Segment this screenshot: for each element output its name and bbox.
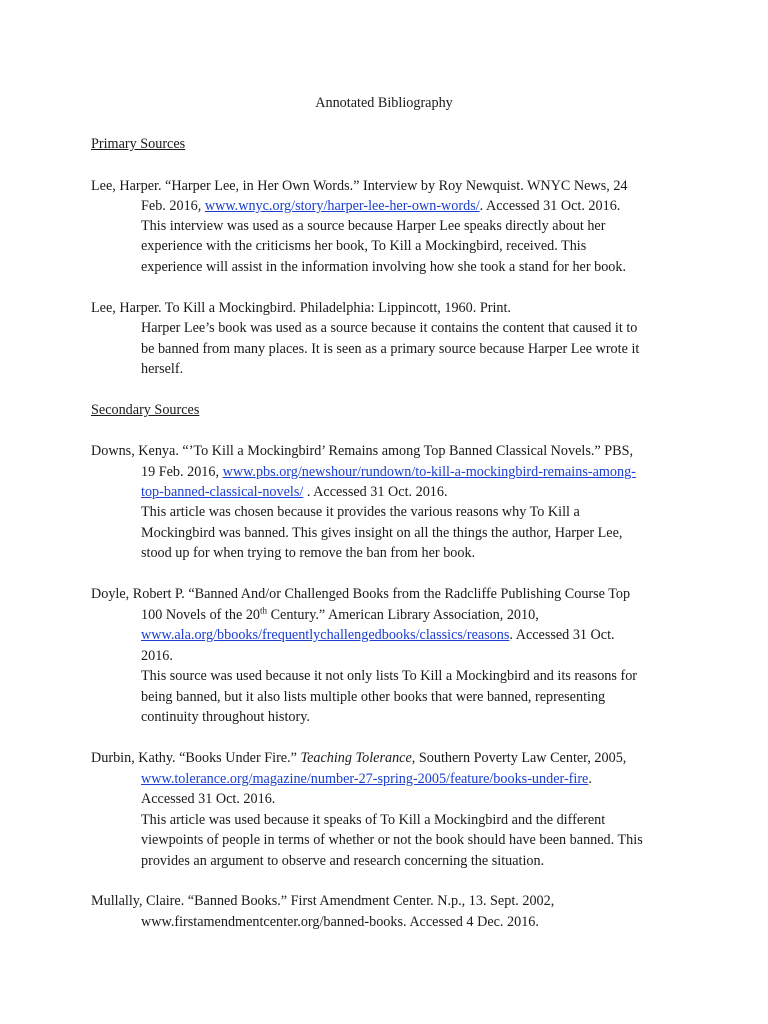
annotation-line: Harper Lee’s book was used as a source because it contains the content that caused it to	[141, 320, 638, 336]
source-link[interactable]: www.wnyc.org/story/harper-lee-her-own-words/	[204, 198, 480, 214]
citation-line: Lee, Harper. To Kill a Mockingbird. Philadelphia: Lippincott, 1960. Print.	[91, 300, 511, 316]
annotation-line: continuity throughout history.	[141, 709, 310, 725]
primary-sources-heading: Primary Sources	[91, 136, 186, 152]
citation-line: top-banned-classical-novels/ . Accessed 31 Oct. 2016.	[141, 484, 448, 500]
citation-line: Feb. 2016, www.wnyc.org/story/harper-lee-her-own-words/. Accessed 31 Oct. 2016.	[141, 198, 621, 214]
annotation-line: herself.	[141, 361, 184, 377]
secondary-sources-heading: Secondary Sources	[91, 402, 200, 418]
publication-title: Teaching Tolerance	[300, 750, 412, 766]
citation-line: 100 Novels of the 20th Century.” American Library Association, 2010,	[141, 605, 539, 623]
citation-line: 19 Feb. 2016, www.pbs.org/newshour/rundown/to-kill-a-mockingbird-remains-among-	[141, 464, 636, 480]
annotation-line: be banned from many places. It is seen as a primary source because Harper Lee wrote it	[141, 341, 640, 357]
annotation-line: This article was used because it speaks of To Kill a Mockingbird and the different	[141, 812, 606, 828]
annotation-line: stood up for when trying to remove the ban from her book.	[141, 545, 476, 561]
annotation-line: experience will assist in the information involving how she took a stand for her book.	[141, 259, 627, 275]
citation-line: Doyle, Robert P. “Banned And/or Challenged Books from the Radcliffe Publishing Course Top	[91, 586, 631, 602]
citation-line: 2016.	[141, 648, 173, 664]
citation-line: Durbin, Kathy. “Books Under Fire.” Teaching Tolerance, Southern Poverty Law Center, 2005,	[91, 750, 627, 766]
citation-line: Mullally, Claire. “Banned Books.” First Amendment Center. N.p., 13. Sept. 2002,	[91, 893, 555, 909]
citation-line: Accessed 31 Oct. 2016.	[141, 791, 276, 807]
citation-line: www.tolerance.org/magazine/number-27-spring-2005/feature/books-under-fire.	[141, 771, 592, 787]
citation-line: www.firstamendmentcenter.org/banned-books. Accessed 4 Dec. 2016.	[141, 914, 539, 930]
annotation-line: This article was chosen because it provides the various reasons why To Kill a	[141, 504, 580, 520]
annotation-line: being banned, but it also lists multiple other books that were banned, representing	[141, 689, 606, 705]
source-link[interactable]: www.ala.org/bbooks/frequentlychallengedbooks/classics/reasons	[141, 627, 510, 643]
document-title: Annotated Bibliography	[315, 95, 453, 111]
ordinal-superscript: th	[260, 605, 268, 616]
annotation-line: Mockingbird was banned. This gives insight on all the things the author, Harper Lee,	[141, 525, 623, 541]
source-link[interactable]: www.pbs.org/newshour/rundown/to-kill-a-mockingbird-remains-among-	[222, 464, 636, 480]
annotation-line: viewpoints of people in terms of whether or not the book should have been banned. This	[141, 832, 643, 848]
citation-line: Downs, Kenya. “’To Kill a Mockingbird’ Remains among Top Banned Classical Novels.” PBS,	[91, 443, 634, 459]
source-link[interactable]: top-banned-classical-novels/	[141, 484, 304, 500]
annotation-line: This source was used because it not only lists To Kill a Mockingbird and its reasons for	[141, 668, 638, 684]
annotation-line: provides an argument to observe and research concerning the situation.	[141, 853, 545, 869]
citation-line: Lee, Harper. “Harper Lee, in Her Own Words.” Interview by Roy Newquist. WNYC News, 24	[91, 178, 628, 194]
citation-line: www.ala.org/bbooks/frequentlychallengedbooks/classics/reasons. Accessed 31 Oct.	[141, 627, 615, 643]
annotation-line: This interview was used as a source because Harper Lee speaks directly about her	[141, 218, 606, 234]
source-link[interactable]: www.tolerance.org/magazine/number-27-spring-2005/feature/books-under-fire	[141, 771, 589, 787]
annotation-line: experience with the criticisms her book, To Kill a Mockingbird, received. This	[141, 238, 587, 254]
